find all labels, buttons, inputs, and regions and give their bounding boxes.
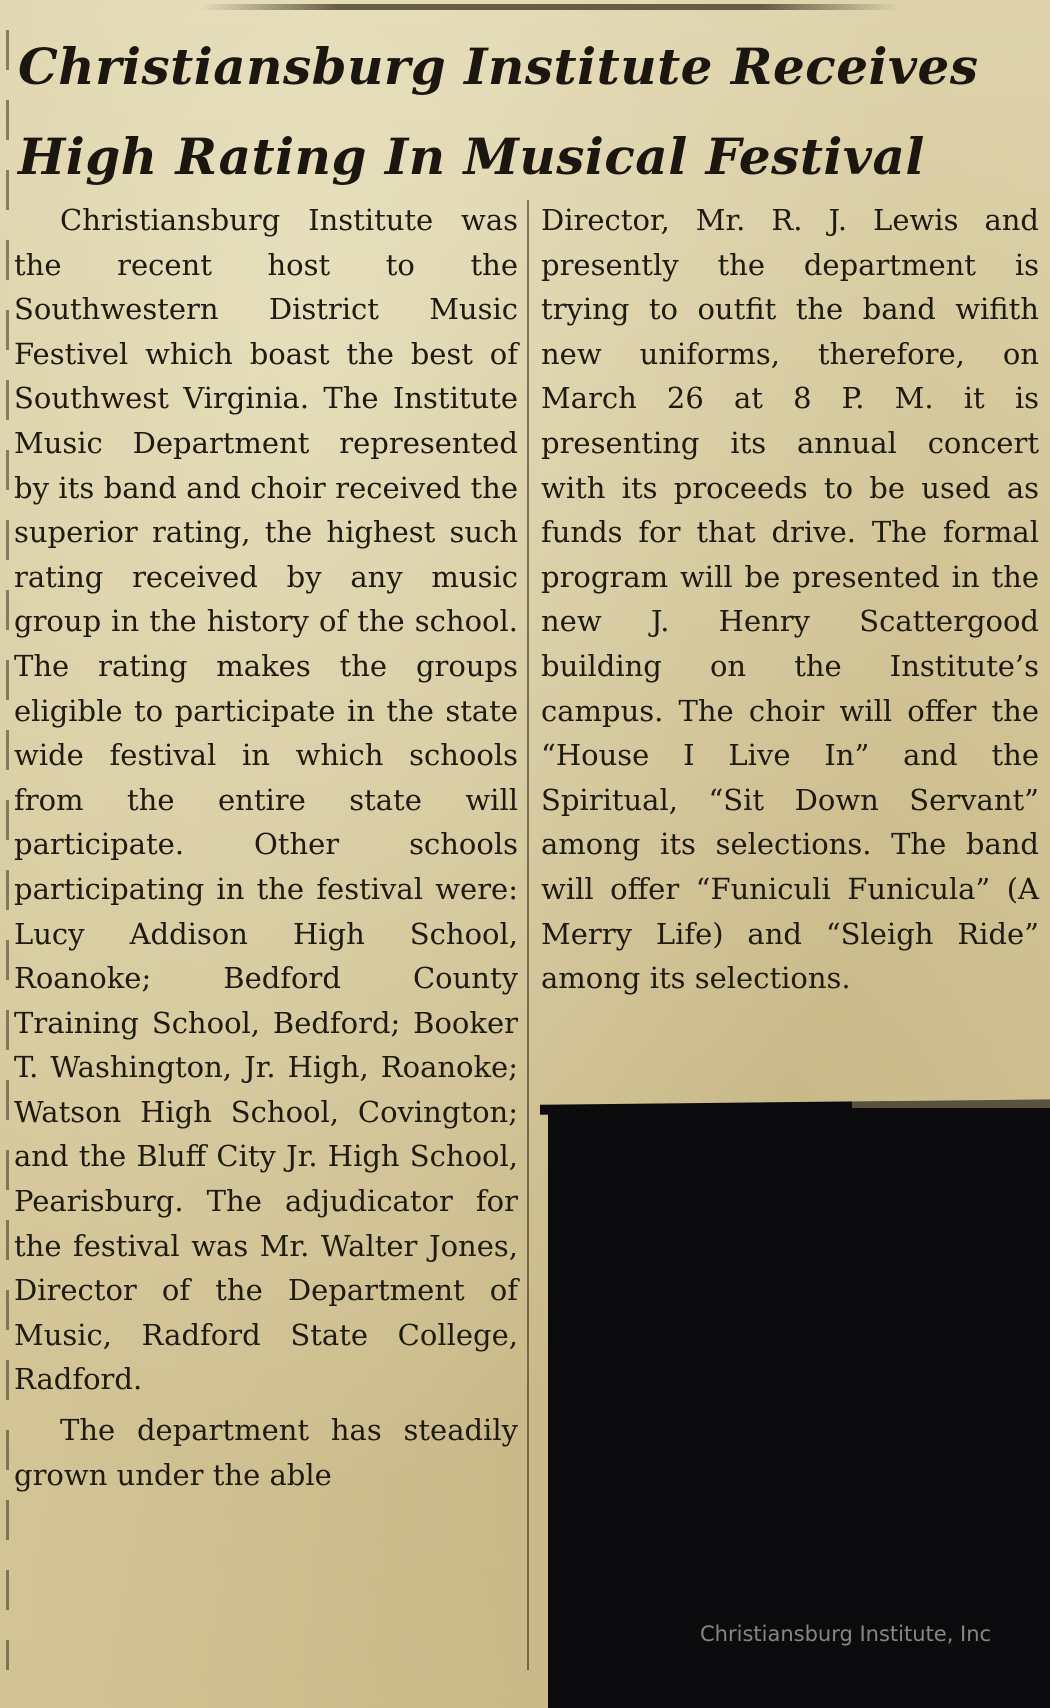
article-paragraph-1: Christiansburg Institute was the recent host to the Southwestern District Music Festivel which boast the best of Southwest Virginia. The Institute Music Department represented by its band and choir received the superior rating, the highest such rating received by any music group in the history of the school. The rating makes the groups eligible to participate in the state wide festival in which schools from the entire state will participate. Other schools participating in the festival were: Lucy Addison High School, Roanoke; Bedford County Training School, Bedford; Booker T. Washington, Jr. High, Roanoke; Watson High School, Covington; and the Bluff City Jr. High School, Pearisburg. The adjudicator for the festival was Mr. Walter Jones, Director of the Department of Music, Radford State College, Radford. (14, 203, 518, 1397)
scan-background-panel (548, 1108, 1050, 1708)
article-paragraph-2-continued: Director, Mr. R. J. Lewis and presently the department is trying to outfit the band wifith new uniforms, therefore, on March 26 at 8 P. M. it is presenting its annual concert with its proceeds to be used as funds for that drive. The formal program will be presented in the new J. Henry Scattergood building on the Institute’s campus. The choir will offer the “House I Live In” and the Spiritual, “Sit Down Servant” among its selections. The band will offer “Funiculi Funicula” (A Merry Life) and “Sleigh Ride” among its selections. (541, 203, 1039, 996)
article-paragraph-2: The department has steadily grown under the able (14, 1413, 518, 1492)
headline-line-1: Christiansburg Institute Receives (18, 37, 979, 96)
headline (18, 22, 1018, 202)
watermark: Christiansburg Institute, Inc (700, 1622, 992, 1646)
headline-line-2: High Rating In Musical Festival (18, 127, 925, 186)
left-column-edge (6, 30, 9, 1670)
column-divider (527, 200, 529, 1670)
article-column-left (14, 198, 518, 1497)
article-column-right (541, 198, 1039, 1001)
top-rule (200, 4, 900, 10)
